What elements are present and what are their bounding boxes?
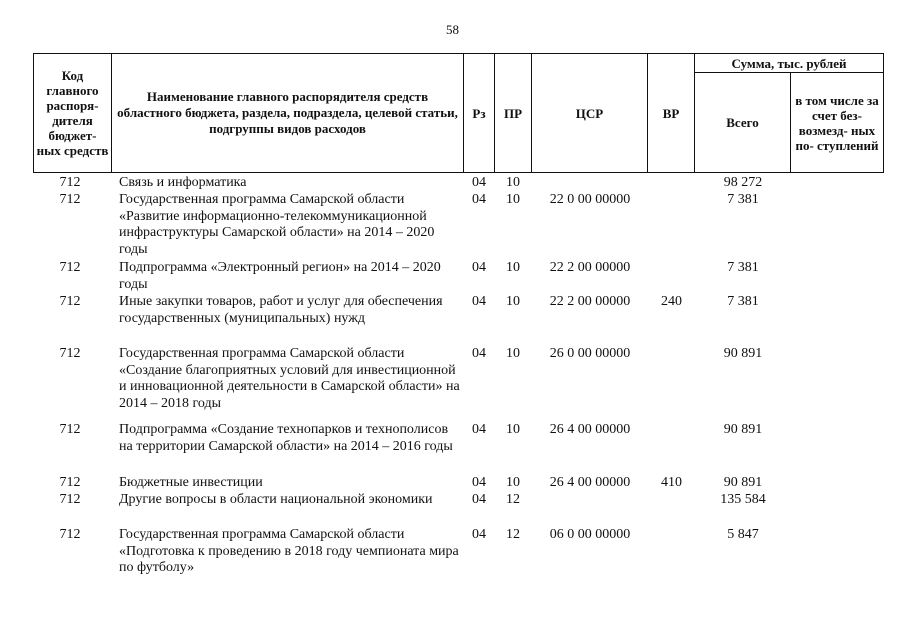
row-pr: 10 (506, 192, 520, 207)
row-rz: 04 (472, 260, 486, 275)
row-total: 5 847 (727, 527, 759, 542)
row-total: 7 381 (727, 294, 759, 309)
table-header (33, 53, 884, 173)
header-code: Код главного распоря- дителя бюджет- ных средств (34, 54, 112, 173)
header-csr: ЦСР (532, 54, 648, 173)
row-pr: 10 (506, 346, 520, 361)
header-pr: ПР (495, 54, 532, 173)
budget-table (33, 53, 883, 575)
row-rz: 04 (472, 192, 486, 207)
header-name: Наименование главного распорядителя средств областного бюджета, раздела, подраздела, целевой статьи, подгруппы видов расходов (112, 54, 464, 173)
row-total: 98 272 (723, 175, 763, 190)
row-code: 712 (59, 260, 81, 275)
header-rz: Рз (464, 54, 495, 173)
row-csr: 26 4 00 00000 (549, 422, 631, 437)
row-pr: 10 (506, 422, 520, 437)
row-csr: 22 0 00 00000 (549, 192, 631, 207)
row-total: 7 381 (727, 192, 759, 207)
row-rz: 04 (472, 475, 486, 490)
header-total: Всего (695, 73, 791, 173)
row-name: Другие вопросы в области национальной экономики (119, 492, 433, 507)
row-code: 712 (59, 527, 81, 542)
row-rz: 04 (472, 175, 486, 190)
page-number: 58 (446, 22, 459, 37)
row-total: 135 584 (720, 492, 766, 507)
row-vr: 410 (661, 475, 682, 490)
row-rz: 04 (472, 294, 486, 309)
row-pr: 10 (506, 260, 520, 275)
row-name: Государственная программа Самарской области «Развитие информационно-телекоммуникационной инфраструктуры Самарской области» на 2014 – 2020 годы (119, 192, 435, 257)
row-rz: 04 (472, 527, 486, 542)
row-pr: 10 (506, 175, 520, 190)
row-rz: 04 (472, 492, 486, 507)
row-code: 712 (59, 294, 81, 309)
row-name: Подпрограмма «Электронный регион» на 2014 – 2020 годы (119, 260, 441, 292)
row-code: 712 (59, 192, 81, 207)
row-total: 90 891 (723, 422, 763, 437)
row-code: 712 (59, 492, 81, 507)
row-pr: 10 (506, 475, 520, 490)
row-name: Государственная программа Самарской области «Создание благоприятных условий для инвестиционной и инновационной деятельности в Самарской области» на 2014 – 2018 годы (119, 346, 460, 411)
row-code: 712 (59, 422, 81, 437)
row-name: Бюджетные инвестиции (119, 475, 263, 490)
row-code: 712 (59, 346, 81, 361)
row-code: 712 (59, 475, 81, 490)
row-csr: 22 2 00 00000 (549, 260, 631, 275)
row-vr: 240 (661, 294, 682, 309)
row-code: 712 (59, 175, 81, 190)
row-pr: 12 (506, 492, 520, 507)
row-rz: 04 (472, 422, 486, 437)
row-csr: 26 0 00 00000 (549, 346, 631, 361)
row-name: Государственная программа Самарской области «Подготовка к проведению в 2018 году чемпионата мира по футболу» (119, 527, 459, 575)
header-vr: ВР (648, 54, 695, 173)
row-name: Подпрограмма «Создание технопарков и технополисов на территории Самарской области» на 2014 – 2016 годы (119, 422, 453, 454)
row-pr: 10 (506, 294, 520, 309)
row-csr: 22 2 00 00000 (549, 294, 631, 309)
row-csr: 06 0 00 00000 (549, 527, 631, 542)
header-gratuitous: в том числе за счет без- возмезд- ных по- ступлений (791, 73, 884, 173)
row-csr: 26 4 00 00000 (549, 475, 631, 490)
row-name: Иные закупки товаров, работ и услуг для обеспечения государственных (муниципальных) нужд (119, 294, 443, 326)
header-sum: Сумма, тыс. рублей (695, 54, 884, 73)
row-pr: 12 (506, 527, 520, 542)
row-name: Связь и информатика (119, 175, 247, 190)
row-rz: 04 (472, 346, 486, 361)
row-total: 90 891 (723, 346, 763, 361)
row-total: 7 381 (727, 260, 759, 275)
row-total: 90 891 (723, 475, 763, 490)
